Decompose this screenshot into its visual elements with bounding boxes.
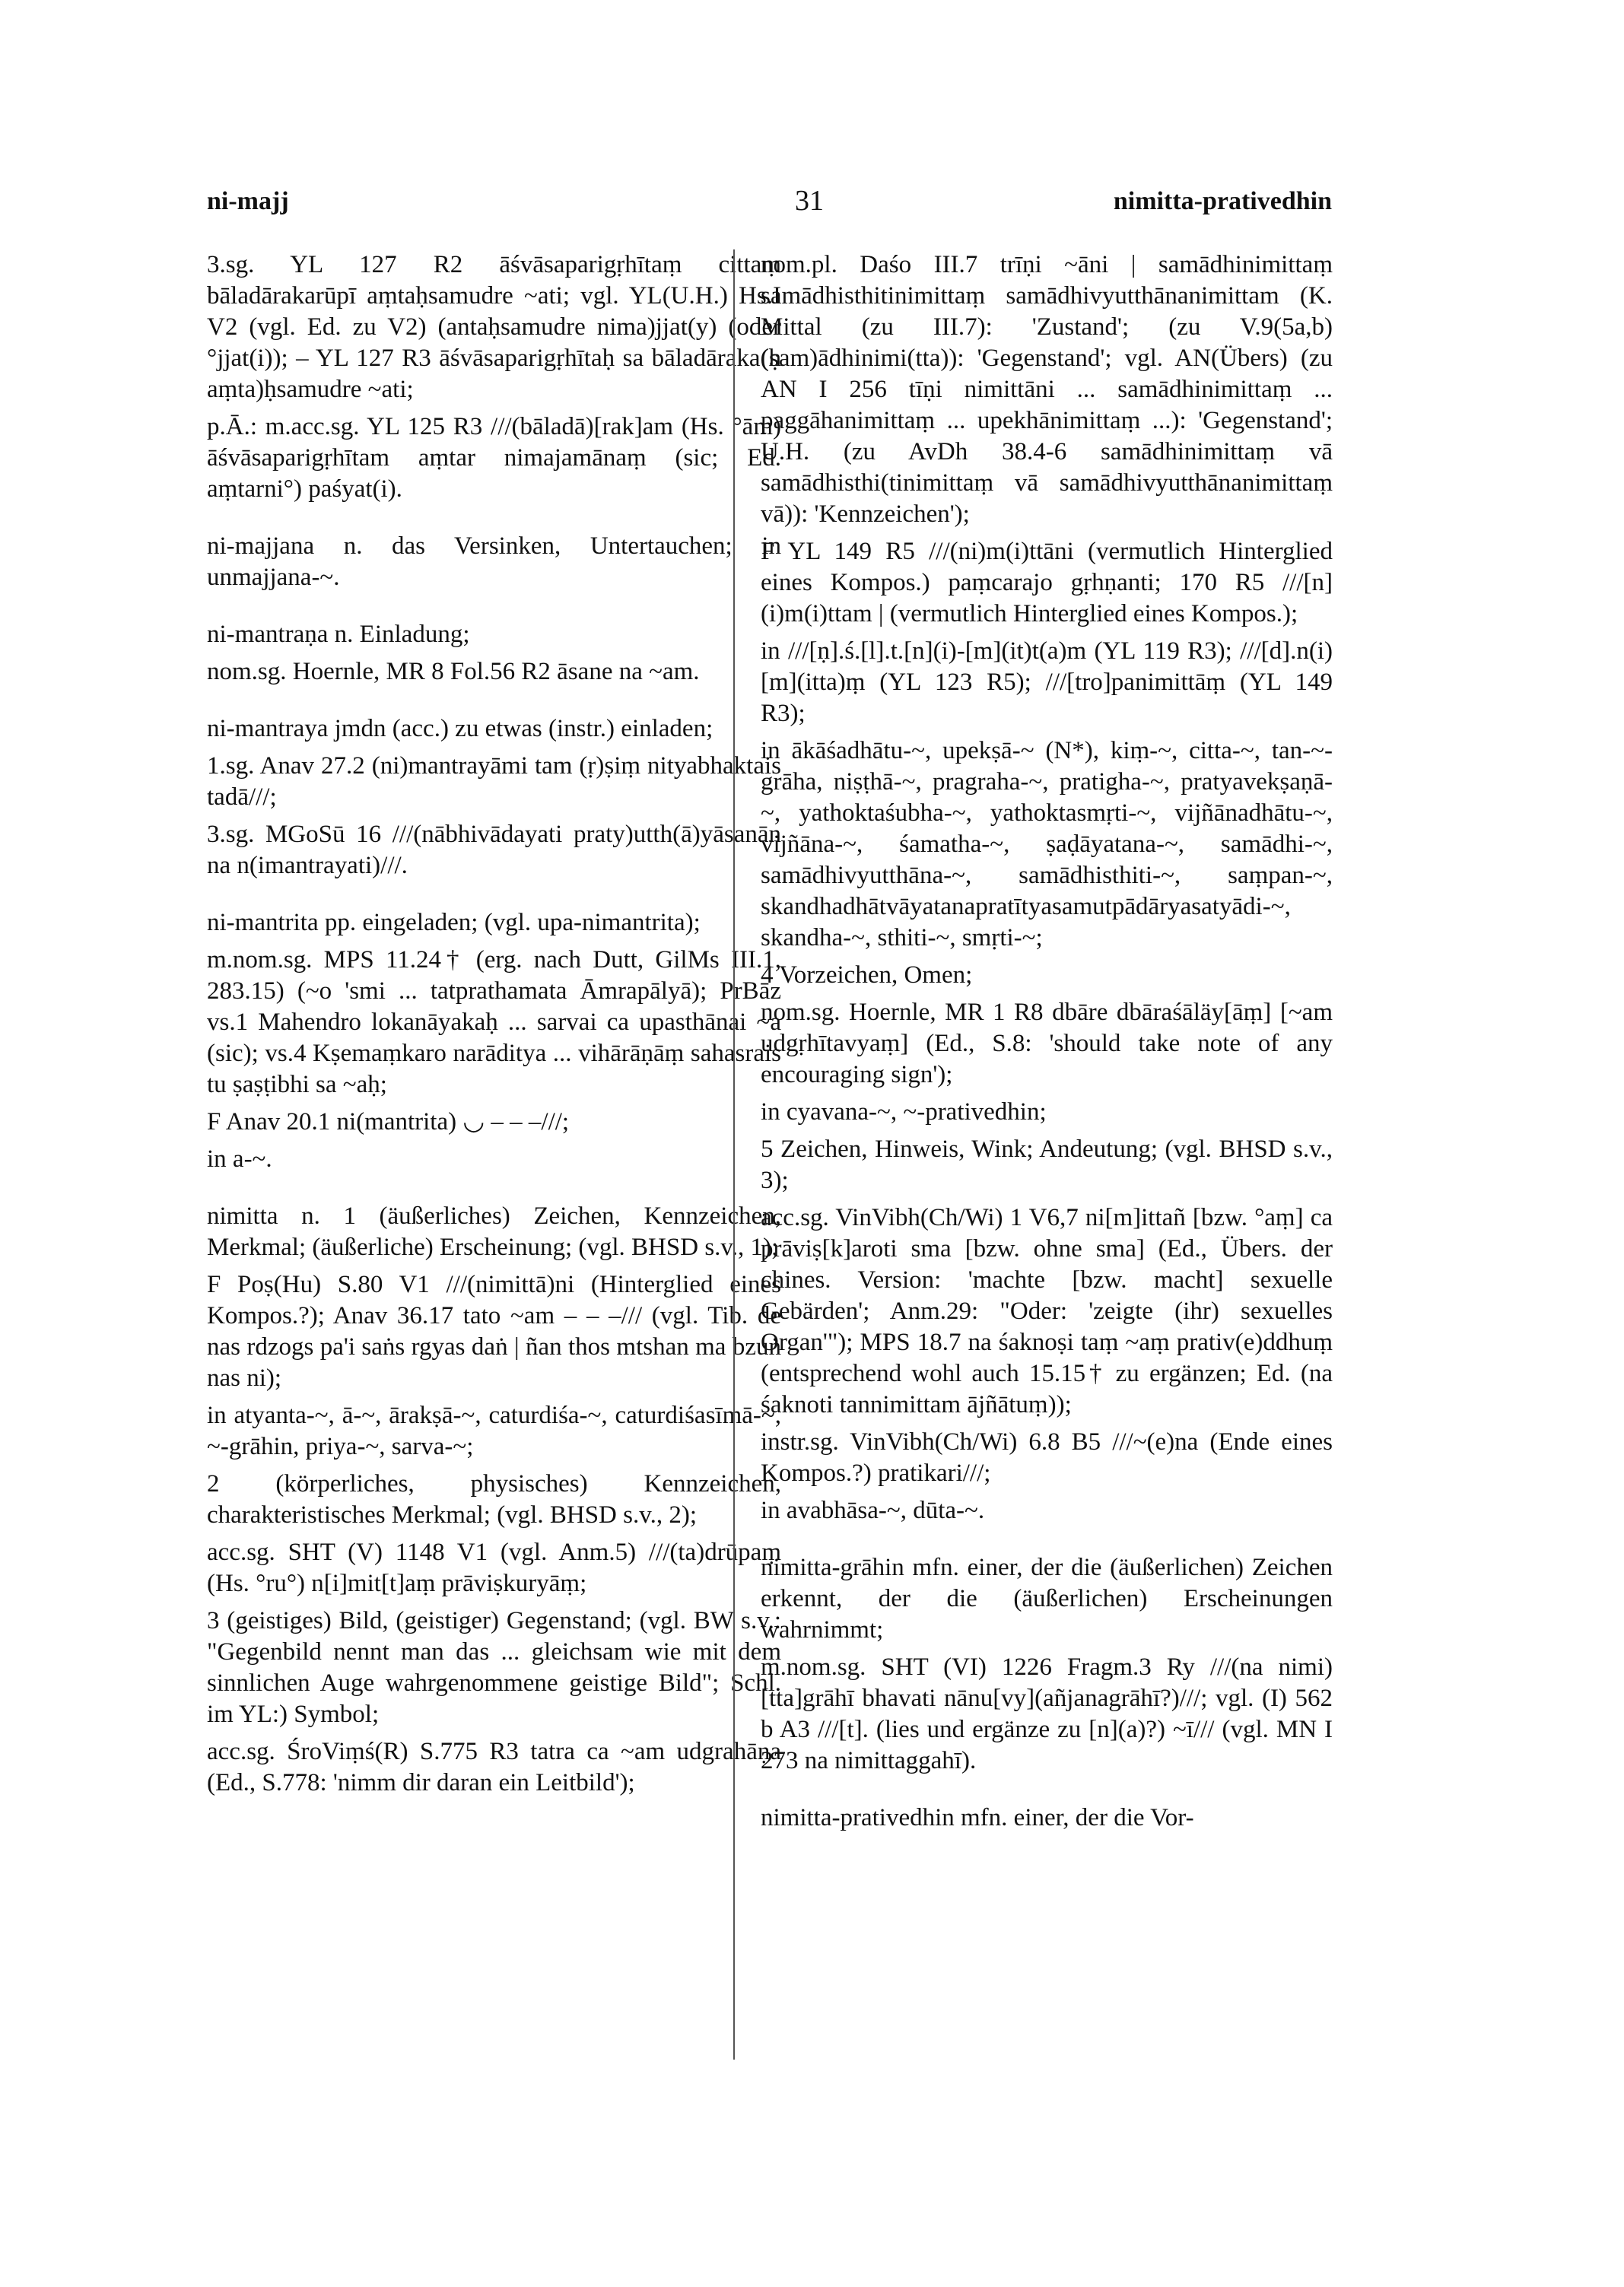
entry-ni-mantrana: ni-mantraṇa n. Einladung; (207, 621, 470, 648)
entry-ni-mantraya: ni-mantraya jmdn (acc.) zu etwas (instr.) einladen; (207, 715, 713, 742)
entry-text: in ākāśadhātu-~, upekṣā-~ (N*), kiṃ-~, citta-~, tan-~-grāha, niṣṭhā-~, pragraha-~, pratigha-~, pratyavekṣaṇā-~, yathoktaśubha-~, yathoktasmṛti-~, vijñānadhātu-~, vijñāna-~, śamatha-~, ṣaḍāyatana-~, samādhi-~, samādhivyutthāna-~, samādhisthiti-~, saṃpan-~, skandhadhātvāyatanapratītyasamutpādāryasatyādi-~, skandha-~, sthiti-~, smṛti-~; (761, 737, 1333, 951)
entry-text: 3.sg. YL 127 R2 āśvāsaparigṛhītaṃ cittaṃ bāladārakarūpī aṃtaḥsamudre ~ati; vgl. YL(U.H.) Hs.I V2 (vgl. Ed. zu V2) (antaḥsamudre nima)jjat(y) (oder °jjat(i)); – YL 127 R3 āśvāsaparigṛhītaḥ sa bāladāraka(ḥ aṃta)ḥsamudre ~ati; (207, 251, 781, 403)
left-column (207, 249, 781, 1805)
entry-text: 4 Vorzeichen, Omen; (761, 961, 973, 989)
entry-text: acc.sg. VinVibh(Ch/Wi) 1 V6,7 ni[m]ittañ [bzw. °aṃ] ca prāviṣ[k]aroti sma [bzw. ohne sma] (Ed., Übers. der chines. Version: 'machte [bzw. macht] sexuelle Gebärden'; Anm.29: "Oder: 'zeigte (ihr) sexuelles Organ'"); MPS 18.7 na śaknoṣi taṃ ~aṃ prativ(e)ddhuṃ (entsprechend wohl auch 15.15† zu ergänzen; Ed. (na śaknoti tannimittam ājñātuṃ)); (761, 1204, 1333, 1418)
entry-text: F Anav 20.1 ni(mantrita) ◡ – – –///; (207, 1108, 570, 1136)
entry-text: instr.sg. VinVibh(Ch/Wi) 6.8 B5 ///~(e)na (Ende eines Kompos.?) pratikari///; (761, 1428, 1333, 1487)
entry-text: in a-~. (207, 1145, 272, 1173)
entry-text: 2 (körperliches, physisches) Kennzeichen, charakteristisches Merkmal; (vgl. BHSD s.v., 2); (207, 1470, 781, 1529)
right-column (761, 249, 1333, 1840)
running-head-left: ni-majj (207, 187, 289, 215)
entry-text: nom.sg. Hoernle, MR 1 R8 dbāre dbāraśāläy[āṃ] [~am udgṛhītavyaṃ] (Ed., S.8: 'should take note of any encouraging sign'); (761, 999, 1333, 1088)
entry-text: m.nom.sg. MPS 11.24† (erg. nach Dutt, GilMs III.1, 283.15) (~o 'smi ... tatprathamata Āmrapālyā); PrBāz vs.1 Mahendro lokanāyakaḥ ... sarvai ca upasthānai ~a (sic); vs.4 Kṣemaṃkaro narāditya ... vihārāṇāṃ sahasrais tu ṣaṣṭibhi sa ~aḥ; (207, 946, 781, 1098)
column-divider (733, 249, 735, 2060)
entry-text: in atyanta-~, ā-~, ārakṣā-~, caturdiśa-~, caturdiśasīmā-~, ~-grāhin, priya-~, sarva-~; (207, 1402, 781, 1460)
entry-text: m.nom.sg. SHT (VI) 1226 Fragm.3 Ry ///(na nimi)[tta]grāhī bhavati nānu[vy](añjanagrāhī?)///; vgl. (I) 562 b A3 ///[t]. (lies und ergänze zu [n](a)?) ~ī/// (vgl. MN I 273 na nimittaggahī). (761, 1653, 1333, 1774)
entry-ni-majjana: ni-majjana n. das Versinken, Untertauchen; in unmajjana-~. (207, 532, 781, 591)
entry-text: 3.sg. MGoSū 16 ///(nābhivādayati praty)utth(ā)yāsanān na n(imantrayati)///. (207, 821, 781, 879)
entry-text: acc.sg. SHT (V) 1148 V1 (vgl. Anm.5) ///(ta)drūpaṃ (Hs. °ru°) n[i]mit[t]aṃ prāviṣkuryāṃ; (207, 1539, 781, 1597)
entry-text: nom.sg. Hoernle, MR 8 Fol.56 R2 āsane na ~am. (207, 658, 700, 685)
entry-text: in cyavana-~, ~-prativedhin; (761, 1098, 1047, 1126)
entry-text: nom.pl. Daśo III.7 trīṇi ~āni | samādhinimittaṃ samādhisthitinimittaṃ samādhivyutthānanimittam (K. Mittal (zu III.7): 'Zustand'; (zu V.9(5a,b) (sam)ādhinimi(tta)): 'Gegenstand'; vgl. AN(Übers) (zu AN I 256 tīṇi nimittāni ... samādhinimittaṃ ... paggāhanimittaṃ ... upekhānimittaṃ ...): 'Gegenstand'; U.H. (zu AvDh 38.4-6 samādhinimittaṃ vā samādhisthi(tinimittaṃ vā samādhivyutthānanimittaṃ vā)): 'Kennzeichen'); (761, 251, 1333, 528)
entry-nimitta: nimitta n. 1 (äußerliches) Zeichen, Kennzeichen, Merkmal; (äußerliche) Erscheinung; (vgl. BHSD s.v., 1); (207, 1202, 781, 1261)
entry-nimitta-grahin: nimitta-grāhin mfn. einer, der die (äußerlichen) Zeichen erkennt, der die (äußerlichen) Erscheinungen wahrnimmt; (761, 1554, 1333, 1644)
running-head-right: nimitta-prativedhin (1113, 187, 1332, 215)
entry-text: in avabhāsa-~, dūta-~. (761, 1497, 985, 1524)
entry-text: F Poṣ(Hu) S.80 V1 ///(nimittā)ni (Hinterglied eines Kompos.?); Anav 36.17 tato ~am – – –/// (vgl. Tib. de nas rdzogs pa'i saṅs rgyas daṅ | ñan thos mtshan ma bzuṅ nas ni); (207, 1271, 781, 1392)
entry-text: in ///[ṇ].ś.[l].t.[n](i)-[m](it)t(a)m (YL 119 R3); ///[d].n(i)[m](itta)ṃ (YL 123 R5); ///[tro]panimittāṃ (YL 149 R3); (761, 637, 1333, 727)
entry-text: 1.sg. Anav 27.2 (ni)mantrayāmi tam (ṛ)ṣiṃ nityabhaktais tadā///; (207, 752, 781, 811)
entry-text: 5 Zeichen, Hinweis, Wink; Andeutung; (vgl. BHSD s.v., 3); (761, 1136, 1333, 1194)
entry-text: p.Ā.: m.acc.sg. YL 125 R3 ///(bāladā)[rak]am (Hs. °ām) āśvāsaparigṛhītam aṃtar nimajamānaṃ (sic; Ed. aṃtarni°) paśyat(i). (207, 413, 781, 503)
entry-text: acc.sg. ŚroViṃś(R) S.775 R3 tatra ca ~am udgrahāṇa (Ed., S.778: 'nimm dir daran ein Leitbild'); (207, 1738, 781, 1796)
entry-text: F YL 149 R5 ///(ni)m(i)ttāni (vermutlich Hinterglied eines Kompos.) paṃcarajo gṛhṇanti; 170 R5 ///[n](i)m(i)ttam | (vermutlich Hinterglied eines Kompos.); (761, 538, 1333, 627)
entry-nimitta-prativedhin: nimitta-prativedhin mfn. einer, der die Vor- (761, 1804, 1194, 1831)
page-number: 31 (795, 185, 824, 217)
entry-ni-mantrita: ni-mantrita pp. eingeladen; (vgl. upa-nimantrita); (207, 909, 701, 936)
entry-text: 3 (geistiges) Bild, (geistiger) Gegenstand; (vgl. BW s.v.: "Gegenbild nennt man das ... gleichsam wie mit dem sinnlichen Auge wahrgenommene geistige Bild"; Schl. im YL:) Symbol; (207, 1607, 781, 1728)
